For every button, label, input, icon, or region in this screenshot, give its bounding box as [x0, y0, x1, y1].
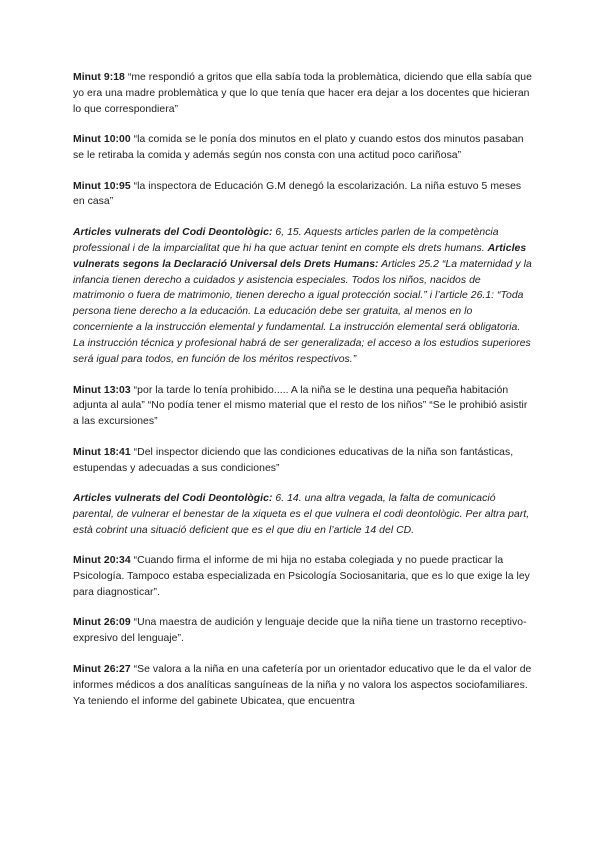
- quote-text: “la inspectora de Educación G.M denegó la escolarización. La niña estuvo 5 meses en casa”: [73, 180, 522, 208]
- quote-text: “me respondió a gritos que ella sabía toda la problemàtica, diciendo que ella sabía que yo era una madre problemàtica y que lo que tenía que hacer era dejar a los docentes que hicieran lo que correspondiera”: [73, 72, 532, 115]
- paragraph-minut-13-03: [73, 383, 532, 431]
- timestamp: Minut 26:27: [73, 663, 131, 675]
- timestamp: Minut 13:03: [73, 384, 131, 396]
- paragraph-articles-vulnerats-1: [73, 225, 532, 368]
- quote-text: “por la tarde lo tenía prohibido..... A la niña se le destina una pequeña habitación adjunta al aula” “No podía tener el mismo material que el resto de los niños” “Se le prohibió asistir a las excursiones”: [73, 384, 528, 428]
- paragraph-minut-9-18: [73, 70, 532, 118]
- quote-text: “Del inspector diciendo que las condiciones educativas de la niña son fantásticas, estupendas y adecuadas a sus condiciones”: [73, 446, 514, 474]
- paragraph-minut-26-27: [73, 662, 532, 710]
- articles-text: 6, 15. Aquests articles parlen de la competència professional i de la imparcialitat que hi ha que actuar tenint en compte els drets humans.: [73, 226, 499, 254]
- timestamp: Minut 10:00: [73, 134, 131, 146]
- timestamp: Minut 26:09: [73, 617, 131, 629]
- paragraph-minut-20-34: [73, 553, 532, 601]
- articles-label-declaracio: Articles vulnerats segons la Declaració Universal dels Drets Humans:: [73, 242, 527, 270]
- quote-text: “Se valora a la niña en una cafetería por un orientador educativo que le da el valor de informes médicos a dos analíticas sanguíneas de la niña y no valora los aspectos sociofamiliares. Ya teniendo el informe del gabinete Ubicatea, que encuentra: [73, 663, 532, 707]
- paragraph-articles-vulnerats-2: [73, 491, 532, 539]
- paragraph-minut-10-00: [73, 132, 532, 164]
- quote-text: “Una maestra de audición y lenguaje decide que la niña tiene un trastorno receptivo-expresivo del lenguaje”.: [73, 617, 527, 645]
- timestamp: Minut 9:18: [73, 72, 125, 83]
- quote-text: “Cuando firma el informe de mi hija no estaba colegiada y no puede practicar la Psicología. Tampoco estaba especializada en Psicología Sociosanitaria, que es lo que exige la ley para diagnosticar”.: [73, 555, 530, 599]
- articles-label-codi: Articles vulnerats del Codi Deontològic:: [73, 226, 273, 238]
- articles-text: Articles 25.2 “La maternidad y la infancia tienen derecho a cuidados y asistencia especiales. Todos los niños, nacidos de matrimonio o fuera de matrimonio, tienen derecho a igual protección social.” i l’article 26.1: “Toda persona tiene derecho a la educación. La educación debe ser gratuita, al menos en lo concerniente a la instrucción elemental y fundamental. La instrucción elemental será obligatoria. La instrucción técnica y profesional habrá de ser generalizada; el acceso a los estudios superiores será igual para todos, en función de los méritos respectivos.”: [73, 258, 532, 366]
- paragraph-minut-10-95: [73, 179, 532, 211]
- timestamp: Minut 18:41: [73, 446, 131, 458]
- articles-label-codi: Articles vulnerats del Codi Deontològic:: [73, 493, 273, 505]
- timestamp: Minut 20:34: [73, 555, 131, 567]
- paragraph-minut-26-09: [73, 615, 532, 647]
- articles-text: 6. 14. una altra vegada, la falta de comunicació parental, de vulnerar el benestar de la xiqueta es el que vulnera el codi deontològic. Per altra part, està cobrint una situació deficient que es el que diu en l’article 14 del CD.: [73, 493, 530, 536]
- paragraph-minut-18-41: [73, 445, 532, 477]
- quote-text: “la comida se le ponía dos minutos en el plato y cuando estos dos minutos pasaban se le retiraba la comida y además según nos consta con una actitud poco cariñosa”: [73, 134, 524, 162]
- timestamp: Minut 10:95: [73, 180, 131, 192]
